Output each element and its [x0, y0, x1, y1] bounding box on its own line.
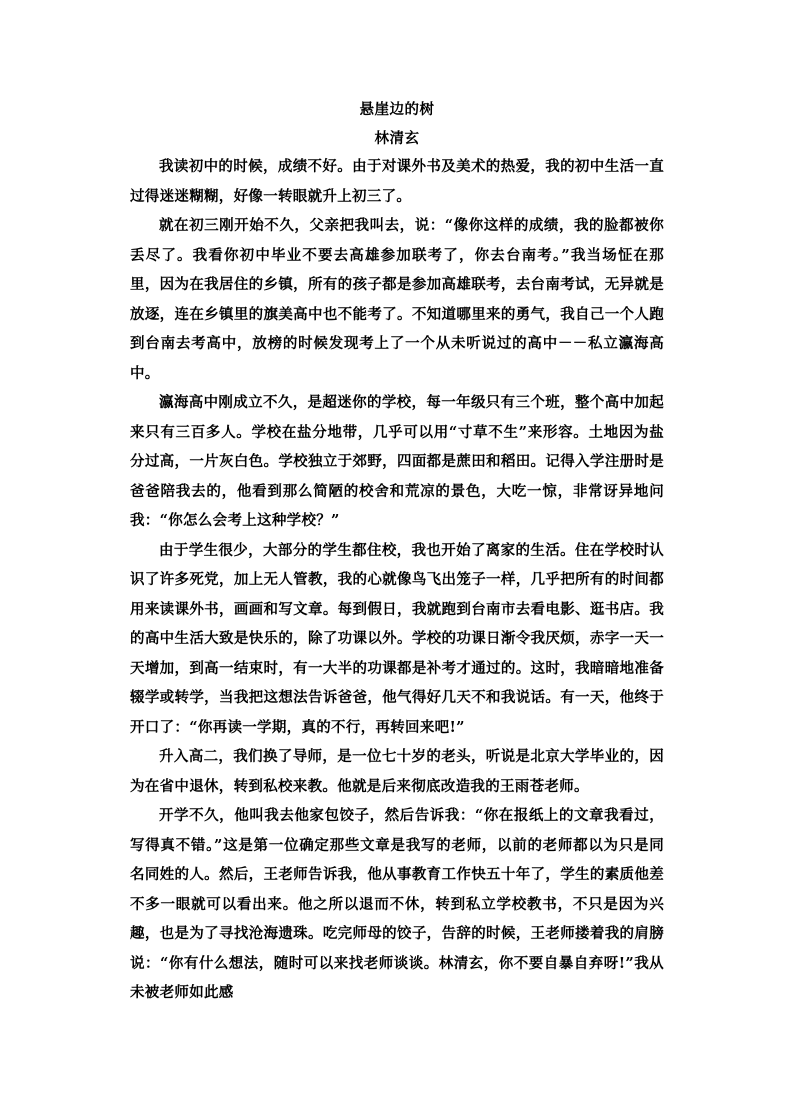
paragraph: 开学不久，他叫我去他家包饺子，然后告诉我：“你在报纸上的文章我看过，写得真不错。”这是第一位确定那些文章是我写的老师，以前的老师都以为只是同名同姓的人。然后，王老师告诉我，他从事教育工作快五十年了，学生的素质他差不多一眼就可以看出来。他之所以退而不休，转到私立学校教书，不只是因为兴趣，也是为了寻找沧海遗珠。吃完师母的饺子，告辞的时候，王老师搂着我的肩膀说：“你有什么想法，随时可以来找老师谈谈。林清玄，你不要自暴自弃呀!”我从未被老师如此感 [130, 807, 664, 1001]
paragraph: 升入高二，我们换了导师，是一位七十岁的老头，听说是北京大学毕业的，因为在省中退休，转到私校来教。他就是后来彻底改造我的王雨苍老师。 [130, 748, 664, 795]
paragraph: 我读初中的时候，成绩不好。由于对课外书及美术的热爱，我的初中生活一直过得迷迷糊糊，好像一转眼就升上初三了。 [130, 158, 664, 205]
document-page [130, 100, 664, 1008]
document-title: 悬崖边的树 [359, 101, 435, 118]
paragraph: 由于学生很少，大部分的学生都住校，我也开始了离家的生活。住在学校时认识了许多死党，加上无人管教，我的心就像鸟飞出笼子一样，几乎把所有的时间都用来读课外书，画画和写文章。每到假日，我就跑到台南市去看电影、逛书店。我的高中生活大致是快乐的，除了功课以外。学校的功课日渐令我厌烦，赤字一天一天增加，到高一结束时，有一大半的功课都是补考才通过的。这时，我暗暗地准备辍学或转学，当我把这想法告诉爸爸，他气得好几天不和我说话。有一天，他终于开口了：“你再读一学期，真的不行，再转回来吧!” [130, 541, 664, 736]
paragraph: 就在初三刚开始不久，父亲把我叫去，说：“像你这样的成绩，我的脸都被你丢尽了。我看你初中毕业不要去高雄参加联考了，你去台南考。”我当场怔在那里，因为在我居住的乡镇，所有的孩子都是参加高雄联考，去台南考试，无异就是放逐，连在乡镇里的旗美高中也不能考了。不知道哪里来的勇气，我自己一个人跑到台南去考高中，放榜的时候发现考上了一个从未听说过的高中－－私立瀛海高中。 [130, 217, 664, 382]
paragraph: 瀛海高中刚成立不久，是超迷你的学校，每一年级只有三个班，整个高中加起来只有三百多人。学校在盐分地带，几乎可以用“寸草不生”来形容。土地因为盐分过高，一片灰白色。学校独立于郊野，四面都是蔗田和稻田。记得入学注册时是爸爸陪我去的，他看到那么简陋的校舍和荒凉的景色，大吃一惊，非常讶异地问我：“你怎么会考上这种学校？” [130, 394, 664, 529]
document-author: 林清玄 [374, 130, 420, 147]
